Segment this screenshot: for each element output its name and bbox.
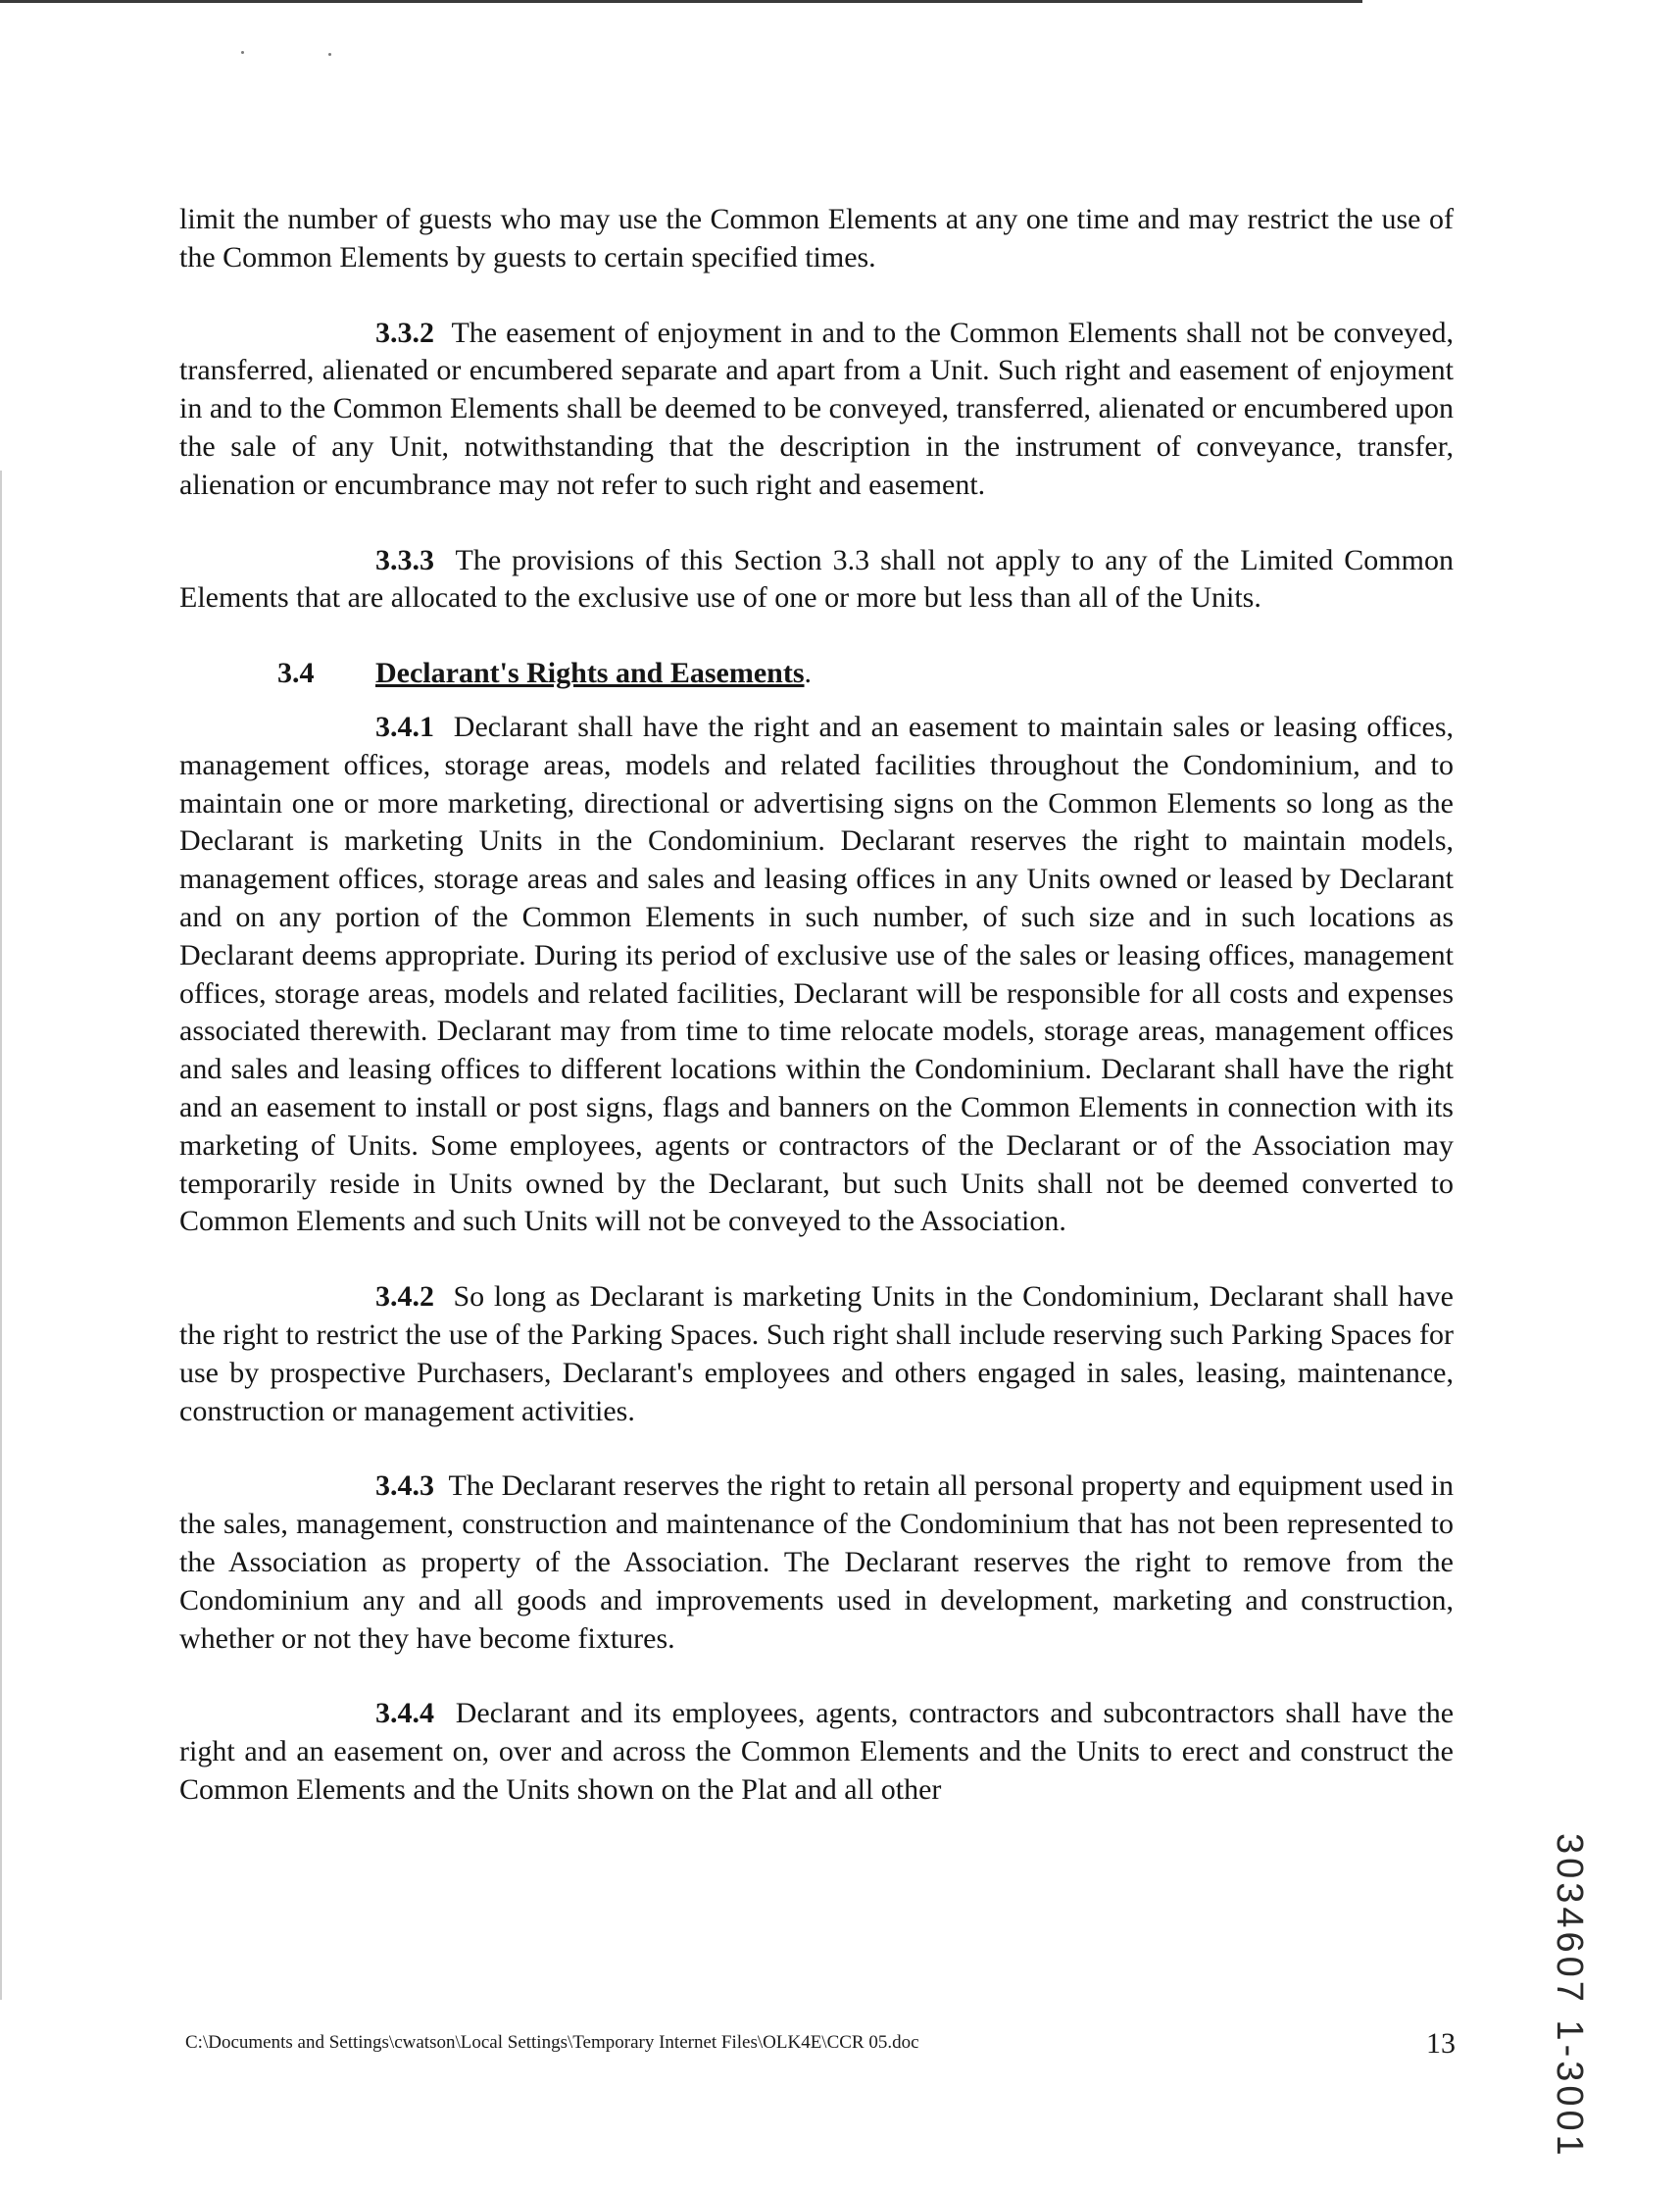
paragraph-3-4-2 (179, 1278, 1454, 1430)
paragraph-text: limit the number of guests who may use the Common Elements at any one time and may restrict the use of the Common Elements by guests to certain specified times. (179, 203, 1454, 274)
paragraph-text: The provisions of this Section 3.3 shall not apply to any of the Limited Common Elements that are allocated to the exclusive use of one or more but less than all of the Units. (179, 543, 1454, 615)
clause-number: 3.4.1 (375, 710, 434, 743)
document-page-body (179, 201, 1454, 1847)
clause-number: 3.4.2 (375, 1280, 434, 1314)
scan-speck (241, 51, 244, 54)
paragraph-text: The easement of enjoyment in and to the Common Elements shall not be conveyed, transferred, alienated or encumbered separate and apart from a Unit. Such right and easement of enjoyment in and to the Common Elements shall be deemed to be conveyed, transferred, alienated or encumbered upon the sale of any Unit, notwithstanding that the description in the instrument of conveyance, transfer, alienation or encumbrance may not refer to such right and easement. (179, 316, 1454, 501)
paragraph-3-4-4 (179, 1695, 1454, 1809)
paragraph-text: Declarant and its employees, agents, contractors and subcontractors shall have the right and an easement on, over and across the Common Elements and the Units to erect and construct the Common Elements and the Units shown on the Plat and all other (179, 1697, 1455, 1806)
scan-top-edge (0, 0, 1362, 3)
clause-number: 3.3.2 (375, 316, 434, 349)
paragraph-3-4-1 (179, 709, 1454, 1241)
clause-number: 3.3.3 (375, 543, 434, 576)
scan-speck (328, 53, 331, 56)
scan-left-edge (0, 471, 2, 2000)
paragraph-text: The Declarant reserves the right to retain all personal property and equipment used in the sales, management, construction and maintenance of the Condominium that has not been represented to the Association as property of the Association. The Declarant reserves the right to remove from the Condominium any and all goods and improvements used in development, marketing and construction, whether or not they have become fixtures. (179, 1469, 1454, 1655)
section-title-period: . (804, 657, 813, 690)
paragraph-text: Declarant shall have the right and an easement to maintain sales or leasing offices, management offices, storage areas, models and related facilities throughout the Condominium, and to maintain one or more marketing, directional or advertising signs on the Common Elements so long as the Declarant is marketing Units in the Condominium. Declarant reserves the right to maintain models, management offices, storage areas and sales and leasing offices in any Units owned or leased by Declarant and on any portion of the Common Elements in such number, of such size and in such locations as Declarant deems appropriate. During its period of exclusive use of the sales or leasing offices, management offices, storage areas, models and related facilities, Declarant will be responsible for all costs and expenses associated therewith. Declarant may from time to time relocate models, storage areas, management offices and sales and leasing offices to different locations within the Condominium. Declarant shall have the right and an easement to install or post signs, flags and banners on the Common Elements in connection with its marketing of Units. Some employees, agents or contractors of the Declarant or of the Association may temporarily reside in Units owned by the Declarant, but such Units shall not be deemed converted to Common Elements and such Units will not be conveyed to the Association. (179, 710, 1455, 1238)
section-number: 3.4 (277, 657, 315, 690)
footer-file-path: C:\Documents and Settings\cwatson\Local Settings\Temporary Internet Files\OLK4E\CCR 05.doc (185, 2032, 919, 2053)
paragraph-continuation (179, 201, 1454, 277)
page-number: 13 (1426, 2027, 1456, 2060)
section-heading-3-4 (179, 655, 1454, 693)
clause-number: 3.4.3 (375, 1469, 434, 1503)
section-title: Declarant's Rights and Easements (375, 657, 805, 690)
paragraph-text: So long as Declarant is marketing Units in the Condominium, Declarant shall have the right to restrict the use of the Parking Spaces. Such right shall include reserving such Parking Spaces for use by prospective Purchasers, Declarant's employees and others engaged in sales, leasing, maintenance, construction or management activities. (179, 1280, 1454, 1427)
paragraph-3-4-3 (179, 1467, 1454, 1658)
clause-number: 3.4.4 (375, 1697, 434, 1730)
recording-number-stamp: 3034607 1-3001 (1549, 1833, 1590, 2160)
paragraph-3-3-2 (179, 315, 1454, 505)
paragraph-3-3-3 (179, 542, 1454, 619)
